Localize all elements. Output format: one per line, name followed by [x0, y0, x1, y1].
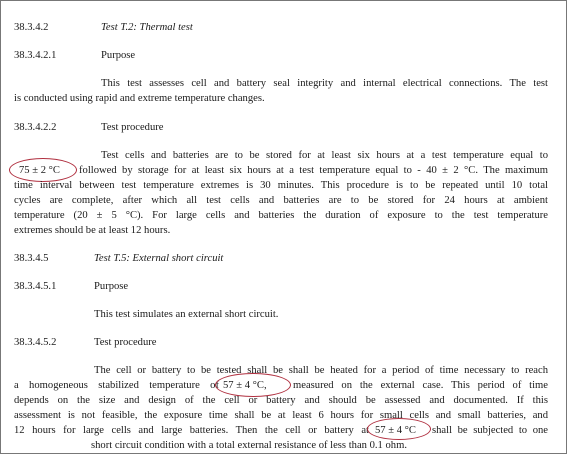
- paragraph-line: time interval between test temperature extremes is 30 minutes. This procedure is to be repeated until 10 total: [14, 180, 548, 191]
- subsection-label: Test procedure: [101, 122, 164, 133]
- paragraph-line: extremes should be at least 12 hours.: [14, 225, 171, 236]
- paragraph-line: is conducted using rapid and extreme temperature changes.: [14, 93, 265, 104]
- paragraph-line: This test simulates an external short circuit.: [94, 309, 279, 320]
- paragraph-line: shall be subjected to one: [432, 425, 548, 436]
- subsection-number: 38.3.4.2.2: [14, 122, 57, 133]
- subsection-label: Purpose: [101, 50, 136, 61]
- subsection-number: 38.3.4.5.2: [14, 337, 57, 348]
- section-number: 38.3.4.2: [14, 22, 49, 33]
- paragraph-line: followed by storage for at least six hours at a test temperature equal to - 40 ± 2 °C. The maximum: [79, 165, 548, 176]
- paragraph-line: 12 hours for large cells and large batteries. Then the cell or battery at: [14, 425, 369, 436]
- subsection-label: Purpose: [94, 281, 129, 292]
- paragraph-line: a homogeneous stabilized temperature of: [14, 380, 219, 391]
- paragraph-line: measured on the external case. This period of time: [293, 380, 548, 391]
- paragraph-line: depends on the size and design of the cell or battery and should be assessed and documented. If this: [14, 395, 548, 406]
- paragraph-line: assessment is not feasible, the exposure time shall be at least 6 hours for small cells and small batteries, and: [14, 410, 548, 421]
- section-number: 38.3.4.5: [14, 253, 49, 264]
- subsection-label: Test procedure: [94, 337, 157, 348]
- paragraph-line: Test cells and batteries are to be stored for at least six hours at a test temperature equal to: [101, 150, 548, 161]
- section-title: Test T.2: Thermal test: [101, 22, 193, 33]
- paragraph-line: short circuit condition with a total external resistance of less than 0.1 ohm.: [91, 440, 407, 451]
- section-title: Test T.5: External short circuit: [94, 253, 224, 264]
- paragraph-line: cycles are complete, after which all test cells and batteries are to be stored for 24 hours at ambient: [14, 195, 548, 206]
- subsection-number: 38.3.4.2.1: [14, 50, 57, 61]
- highlighted-temperature: 57 ± 4 °C,: [223, 380, 267, 391]
- paragraph-line: temperature (20 ± 5 °C). For large cells and batteries the duration of exposure to the test temperature: [14, 210, 548, 221]
- paragraph-line: This test assesses cell and battery seal integrity and internal electrical connections. The test: [101, 78, 548, 89]
- subsection-number: 38.3.4.5.1: [14, 281, 57, 292]
- paragraph-line: The cell or battery to be tested shall be shall be heated for a period of time necessary to reach: [94, 365, 548, 376]
- highlighted-temperature: 75 ± 2 °C: [19, 165, 60, 176]
- highlighted-temperature: 57 ± 4 °C: [375, 425, 416, 436]
